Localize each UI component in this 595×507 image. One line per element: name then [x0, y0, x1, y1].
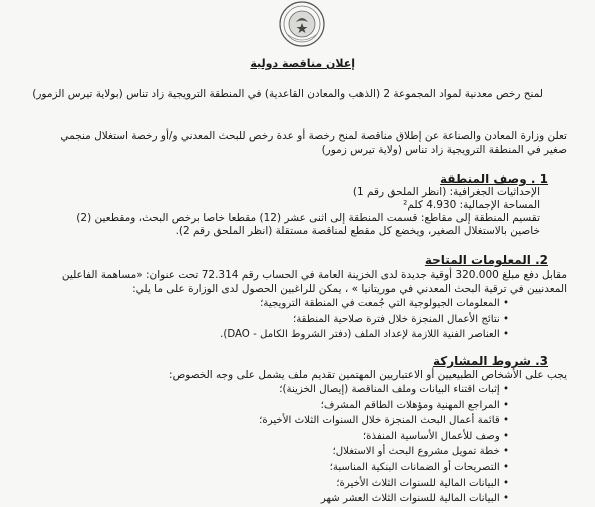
list-item: • إثبات اقتناء البيانات وملف المناقصة (إيصال الخزينة)؛ — [259, 382, 509, 398]
announcement-line-1: تعلن وزارة المعادن والصناعة عن إطلاق مناقصة لمنح رخصة أو عدة رخص للبحث المعدني و/أو رخصة استغلال منجمي — [60, 130, 567, 142]
intro-paragraph: لمنح رخص معدنية لمواد المجموعة 2 (الذهب والمعادن القاعدية) في المنطقة الترويجية زاد تناس (بولاية تيرس الزمور) — [32, 88, 543, 100]
available-info-line-1: مقابل دفع مبلغ 320.000 أوقية جديدة لدى الخزينة العامة في الحساب رقم 72.314 تحت عنوان: «مساهمة الفاعلين — [61, 269, 567, 281]
list-item: • البيانات المالية للسنوات الثلاث الأخيرة؛ — [259, 476, 509, 492]
participation-list — [259, 382, 509, 507]
available-info-list — [220, 296, 509, 343]
area-line: المساحة الإجمالية: 4.930 كلم² — [403, 199, 540, 211]
national-seal-icon — [277, 0, 327, 48]
coordinates-line: الإحداثيات الجغرافية: (انظر الملحق رقم 1) — [352, 186, 540, 198]
announcement-line-2: صغير في المنطقة الترويجية زاد تناس (ولاية تيرس زمور) — [321, 144, 567, 156]
list-item: • خطة تمويل مشروع البحث أو الاستغلال؛ — [259, 444, 509, 460]
page-title: إعلان مناقصة دولية — [250, 57, 355, 70]
available-info-line-2: المعدنيين في ترقية البحث المعدني في موريتانيا » ، يمكن للراغبين الحصول لدى الوزارة على ما يلي: — [132, 283, 567, 295]
segmentation-line-1: تقسيم المنطقة إلى مقاطع: قسمت المنطقة إلى اثنى عشر (12) مقطعا خاصا برخص البحث، ومقطعين (2) — [76, 212, 540, 224]
section-1-heading: 1 . وصف المنطقة — [440, 172, 548, 186]
segmentation-line-2: خاصين بالاستغلال الصغير، ويخضع كل مقطع لمناقصة مستقلة (انظر الملحق رقم 2). — [175, 225, 540, 237]
section-2-heading: 2. المعلومات المتاحة — [424, 253, 548, 267]
list-item: • التصريحات أو الضمانات البنكية المناسبة؛ — [259, 460, 509, 476]
list-item: • وصف للأعمال الأساسية المنفذة؛ — [259, 429, 509, 445]
participation-intro: يجب على الأشخاص الطبيعيين أو الاعتباريين المهتمين تقديم ملف يشمل على وجه الخصوص: — [169, 369, 567, 381]
list-item: • قائمة أعمال البحث المنجزة خلال السنوات الثلاث الأخيرة؛ — [259, 413, 509, 429]
list-item: • نتائج الأعمال المنجزة خلال فترة صلاحية المنطقة؛ — [220, 312, 509, 328]
list-item: • العناصر الفنية اللازمة لإعداد الملف (دفتر الشروط الكامل - DAO). — [220, 327, 509, 343]
list-item: • المعلومات الجيولوجية التي جُمعت في المنطقة الترويجية؛ — [220, 296, 509, 312]
section-3-heading: 3. شروط المشاركة — [432, 354, 548, 368]
list-item: • المراجع المهنية ومؤهلات الطاقم المشرف؛ — [259, 398, 509, 414]
list-item: • البيانات المالية للسنوات الثلاث العشر شهر — [259, 491, 509, 507]
